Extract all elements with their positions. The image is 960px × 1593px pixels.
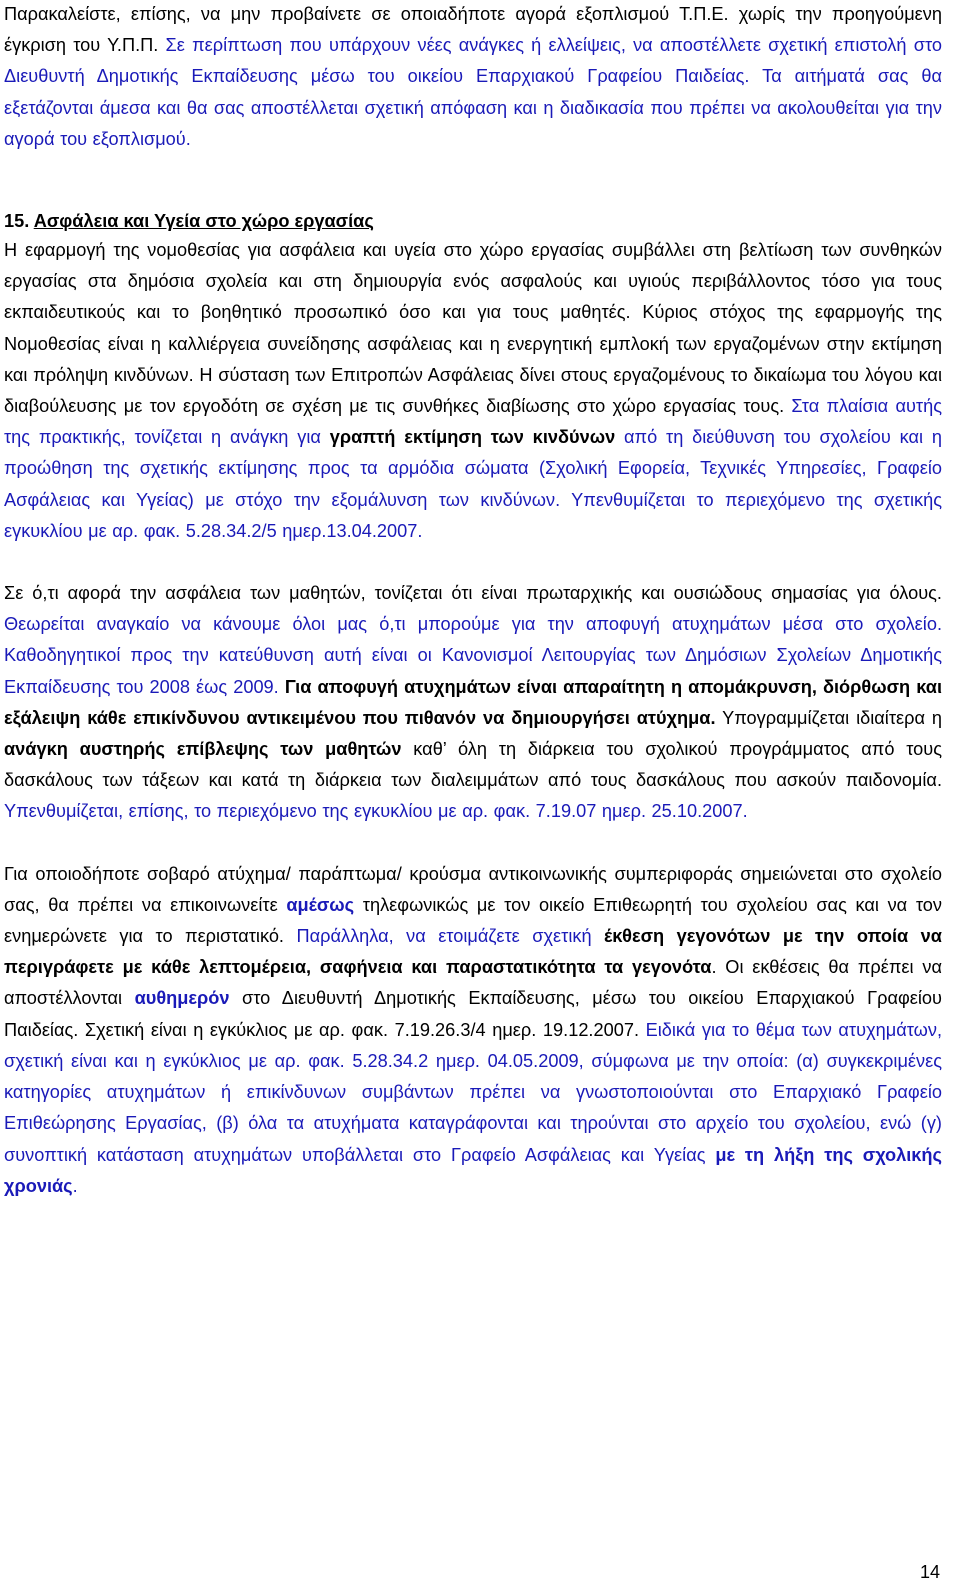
intro-text-1: Παρακαλείστε, επίσης, να μην προβαίνετε σε οποιαδήποτε αγορά εξοπλισμού Τ.Π.Ε. χωρίς την προηγούμενη έγκριση του Υ.Π.Π.: [4, 4, 942, 56]
p2-bold-supervision: ανάγκη αυστηρής επίβλεψης των μαθητών: [4, 739, 402, 760]
p3-text-8: στο Διευθυντή Δημοτικής Εκπαίδευσης, μέσω του οικείου Επαρχιακού Γραφείου Παιδείας. Σχετική είναι η εγκύκλιος με αρ. φακ. 7.19.26.3/4 ημερ. 19.12.2007.: [4, 988, 942, 1040]
p1-text-1: Η εφαρμογή της νομοθεσίας για ασφάλεια και υγεία στο χώρο εργασίας συμβάλλει στη βελτίωση των συνθηκών εργασίας στα δημόσια σχολεία και στη δημιουργία ενός ασφαλούς και υγιούς περιβάλλοντος τόσο για τους εκπαιδευτικούς και το βοηθητικό προσωπικό όσο και για τους μαθητές. Κύριος στόχος της εφαρμογής της Νομοθεσίας είναι η καλλιέργεια συνείδησης ασφάλειας και η ενεργητική εμπλοκή των εργαζομένων στην εκτίμηση και πρόληψη κινδύνων. Η σύσταση των Επιτροπών Ασφάλειας δίνει στους εργαζομένους το δικαίωμα του λόγου και διαβούλευσης με τον εργοδότη σε σχέση με τις συνθήκες διαβίωσης στο χώρο εργασίας τους.: [4, 240, 942, 417]
p3-text-11: .: [72, 1175, 78, 1196]
p2-text-1: Σε ό,τι αφορά την ασφάλεια των μαθητών, τονίζεται ότι είναι πρωταρχικής και ουσιώδους σημασίας για όλους.: [4, 583, 942, 604]
p2-text-2: Θεωρείται αναγκαίο να κάνουμε όλοι μας ό,τι μπορούμε για την αποφυγή ατυχημάτων μέσα στο σχολείο. Καθοδηγητικοί προς την κατεύθυνση αυτή είναι οι Κανονισμοί Λειτουργίας των Δημόσιων Σχολείων Δημοτικής Εκπαίδευσης του 2008 έως 2009.: [4, 614, 942, 697]
page-number: 14: [919, 1562, 940, 1582]
intro-text-3: Τα αιτήματά σας θα εξετάζονται άμεσα και θα σας αποστέλλεται σχετική απόφαση και η διαδικασία που πρέπει να ακολουθείται για την αγορά του εξοπλισμού.: [4, 66, 942, 149]
p1-bold-risk-assessment: γραπτή εκτίμηση των κινδύνων: [329, 427, 616, 448]
intro-text-2: Σε περίπτωση που υπάρχουν νέες ανάγκες ή ελλείψεις, να αποστέλλετε σχετική επιστολή στο Διευθυντή Δημοτικής Εκπαίδευσης μέσω του οικείου Επαρχιακού Γραφείου Παιδείας.: [4, 35, 942, 87]
section-title: Ασφάλεια και Υγεία στο χώρο εργασίας: [33, 211, 374, 232]
p2-text-7: Υπενθυμίζεται, επίσης, το περιεχόμενο της εγκυκλίου με αρ. φακ. 7.19.07 ημερ. 25.10.2007.: [4, 801, 748, 822]
p2-text-4: Υπογραμμίζεται ιδιαίτερα η: [715, 707, 942, 728]
section-number: 15.: [4, 211, 30, 232]
p3-bold-incident-report: έκθεση γεγονότων με την οποία να περιγράφετε με κάθε λεπτομέρεια, σαφήνεια και παραστατικότητα τα γεγονότα: [4, 926, 942, 978]
paragraph-student-safety: [4, 578, 942, 828]
p3-text-9: Ειδικά για το θέμα των ατυχημάτων, σχετική είναι και η εγκύκλιος με αρ. φακ. 5.28.34.2 ημερ. 04.05.2009, σύμφωνα με την οποία: (α) συγκεκριμένες κατηγορίες ατυχημάτων ή επικίνδυνων συμβάντων πρέπει να γνωστοποιούνται στο Επαρχιακό Γραφείο Επιθεώρησης Εργασίας, (β) όλα τα ατυχήματα καταγράφονται και τηρούνται στο αρχείο του σχολείου, ενώ (γ) συνοπτική κατάσταση ατυχημάτων υποβάλλεται στο Γραφείο Ασφάλειας και Υγείας: [4, 1019, 942, 1165]
p2-text-6: καθ’ όλη τη διάρκεια του σχολικού προγράμματος από τους δασκάλους των τάξεων και κατά τη διάρκεια των διαλειμμάτων από τους δασκάλους που ασκούν παιδονομία.: [4, 739, 942, 791]
p1-text-2: Στα πλαίσια αυτής της πρακτικής, τονίζεται η ανάγκη για: [4, 396, 942, 448]
p3-text-4: Παράλληλα, να ετοιμάζετε σχετική: [284, 926, 605, 947]
paragraph-safety-legislation: [4, 235, 942, 547]
p1-text-4: από τη διεύθυνση του σχολείου και η προώθηση της σχετικής εκτίμησης προς τα αρμόδια σώματα (Σχολική Εφορεία, Τεχνικές Υπηρεσίες, Γραφείο Ασφάλειας και Υγείας) με στόχο την εξομάλυνση των κινδύνων. Υπενθυμίζεται το περιεχόμενο της σχετικής εγκυκλίου με αρ. φακ. 5.28.34.2/5 ημερ.13.04.2007.: [4, 427, 942, 541]
p3-immediately: αμέσως: [286, 894, 355, 915]
p3-text-3: τηλεφωνικώς με τον οικείο Επιθεωρητή του σχολείου σας και να τον ενημερώνετε για το περιστατικό.: [4, 894, 942, 947]
p3-text-1: Για οποιοδήποτε σοβαρό ατύχημα/ παράπτωμα/ κρούσμα αντικοινωνικής συμπεριφοράς σημειώνεται στο σχολείο σας, θα πρέπει να επικοινωνείτε: [4, 863, 942, 915]
intro-paragraph: [4, 0, 942, 155]
document-page: [4, 0, 942, 1202]
paragraph-accident-reporting: [4, 859, 942, 1202]
p3-same-day: αυθημερόν: [134, 988, 230, 1009]
p3-end-of-school-year: με τη λήξη της σχολικής χρονιάς: [4, 1144, 943, 1196]
p3-text-6: . Οι εκθέσεις θα πρέπει να αποστέλλονται: [4, 957, 942, 1009]
section-heading: [4, 207, 942, 235]
p2-bold-hazard-removal: Για αποφυγή ατυχημάτων είναι απαραίτητη η απομάκρυνση, διόρθωση και εξάλειψη κάθε επικίνδυνου αντικειμένου που πιθανόν να δημιουργήσει ατύχημα.: [4, 676, 942, 728]
